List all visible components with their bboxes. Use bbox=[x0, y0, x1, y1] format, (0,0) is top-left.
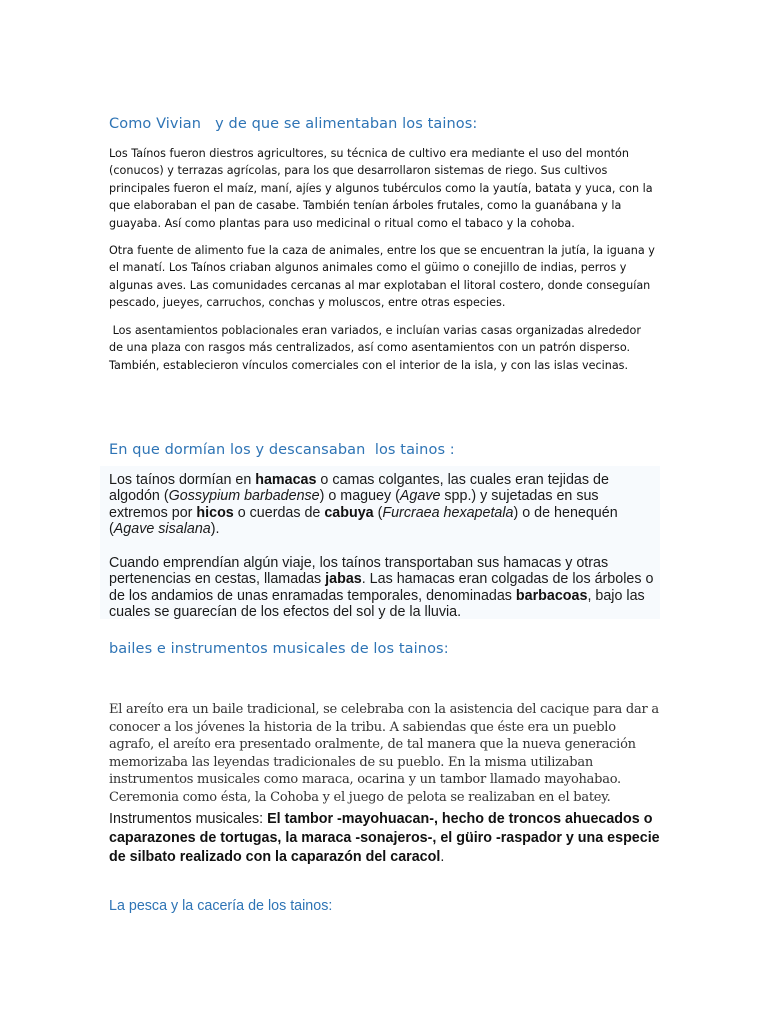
heading-dormir: En que dormían los y descansaban los tainos : bbox=[109, 442, 455, 458]
paragraph-agricultura: Los Taínos fueron diestros agricultores, su técnica de cultivo era mediante el uso del montón (conucos) y terrazas agrícolas, para los que desarrollaron sistemas de riego. Sus cultivos principales fueron el maíz, maní, ajíes y algunos tubérculos como la yautía, batata y yuca, con la que elaboraban el pan de casabe. También tenían árboles frutales, como la guanábana y la guayaba. Así como plantas para uso medicinal o ritual como el tabaco y la cohoba. bbox=[109, 147, 657, 230]
heading-bailes: bailes e instrumentos musicales de los tainos: bbox=[109, 641, 449, 657]
paragraph-instrumentos: Instrumentos musicales: El tambor -mayohuacan-, hecho de troncos ahuecados o caparazones de tortugas, la maraca -sonajeros-, el güiro -raspador y una especie de silbato realizado con la caparazón del caracol. bbox=[109, 811, 660, 865]
heading-pesca: La pesca y la cacería de los tainos: bbox=[109, 898, 333, 914]
paragraph-areito: El areíto era un baile tradicional, se celebraba con la asistencia del cacique para dar a conocer a los jóvenes la historia de la tribu. A sabiendas que éste era un pueblo agrafo, el areíto era presentado oralmente, de tal manera que la nueva generación memorizaba las leyendas tradicionales de su pueblo. En la misma utilizaban instrumentos musicales como maraca, ocarina y un tambor llamado mayohabao. Ceremonia como ésta, la Cohoba y el juego de pelota se realizaban en el batey. bbox=[109, 702, 659, 805]
paragraph-asentamientos: Los asentamientos poblacionales eran variados, e incluían varias casas organizadas alrededor de una plaza con rasgos más centralizados, así como asentamientos con un patrón disperso. También, establecieron vínculos comerciales con el interior de la isla, y con las islas vecinas. bbox=[109, 324, 645, 372]
heading-alimentacion: Como Vivian y de que se alimentaban los tainos: bbox=[109, 116, 478, 132]
paragraph-caza: Otra fuente de alimento fue la caza de animales, entre los que se encuentran la jutía, la iguana y el manatí. Los Taínos criaban algunos animales como el güimo o conejillo de indias, perros y algunas aves. Las comunidades cercanas al mar explotaban el litoral costero, donde conseguían pescado, jueyes, carruchos, conchas y moluscos, entre otras especies. bbox=[109, 244, 659, 310]
paragraph-hamacas: Los taínos dormían en hamacas o camas colgantes, las cuales eran tejidas de algodón (Gossypium barbadense) o maguey (Agave spp.) y sujetadas en sus extremos por hicos o cuerdas de cabuya (Furcraea hexapetala) o de henequén (Agave sisalana). bbox=[109, 472, 618, 537]
paragraph-viaje: Cuando emprendían algún viaje, los taínos transportaban sus hamacas y otras pertenencias en cestas, llamadas jabas. Las hamacas eran colgadas de los árboles o de los andamios de unas enramadas temporales, denominadas barbacoas, bajo las cuales se guarecían de los efectos del sol y de la lluvia. bbox=[109, 555, 654, 620]
